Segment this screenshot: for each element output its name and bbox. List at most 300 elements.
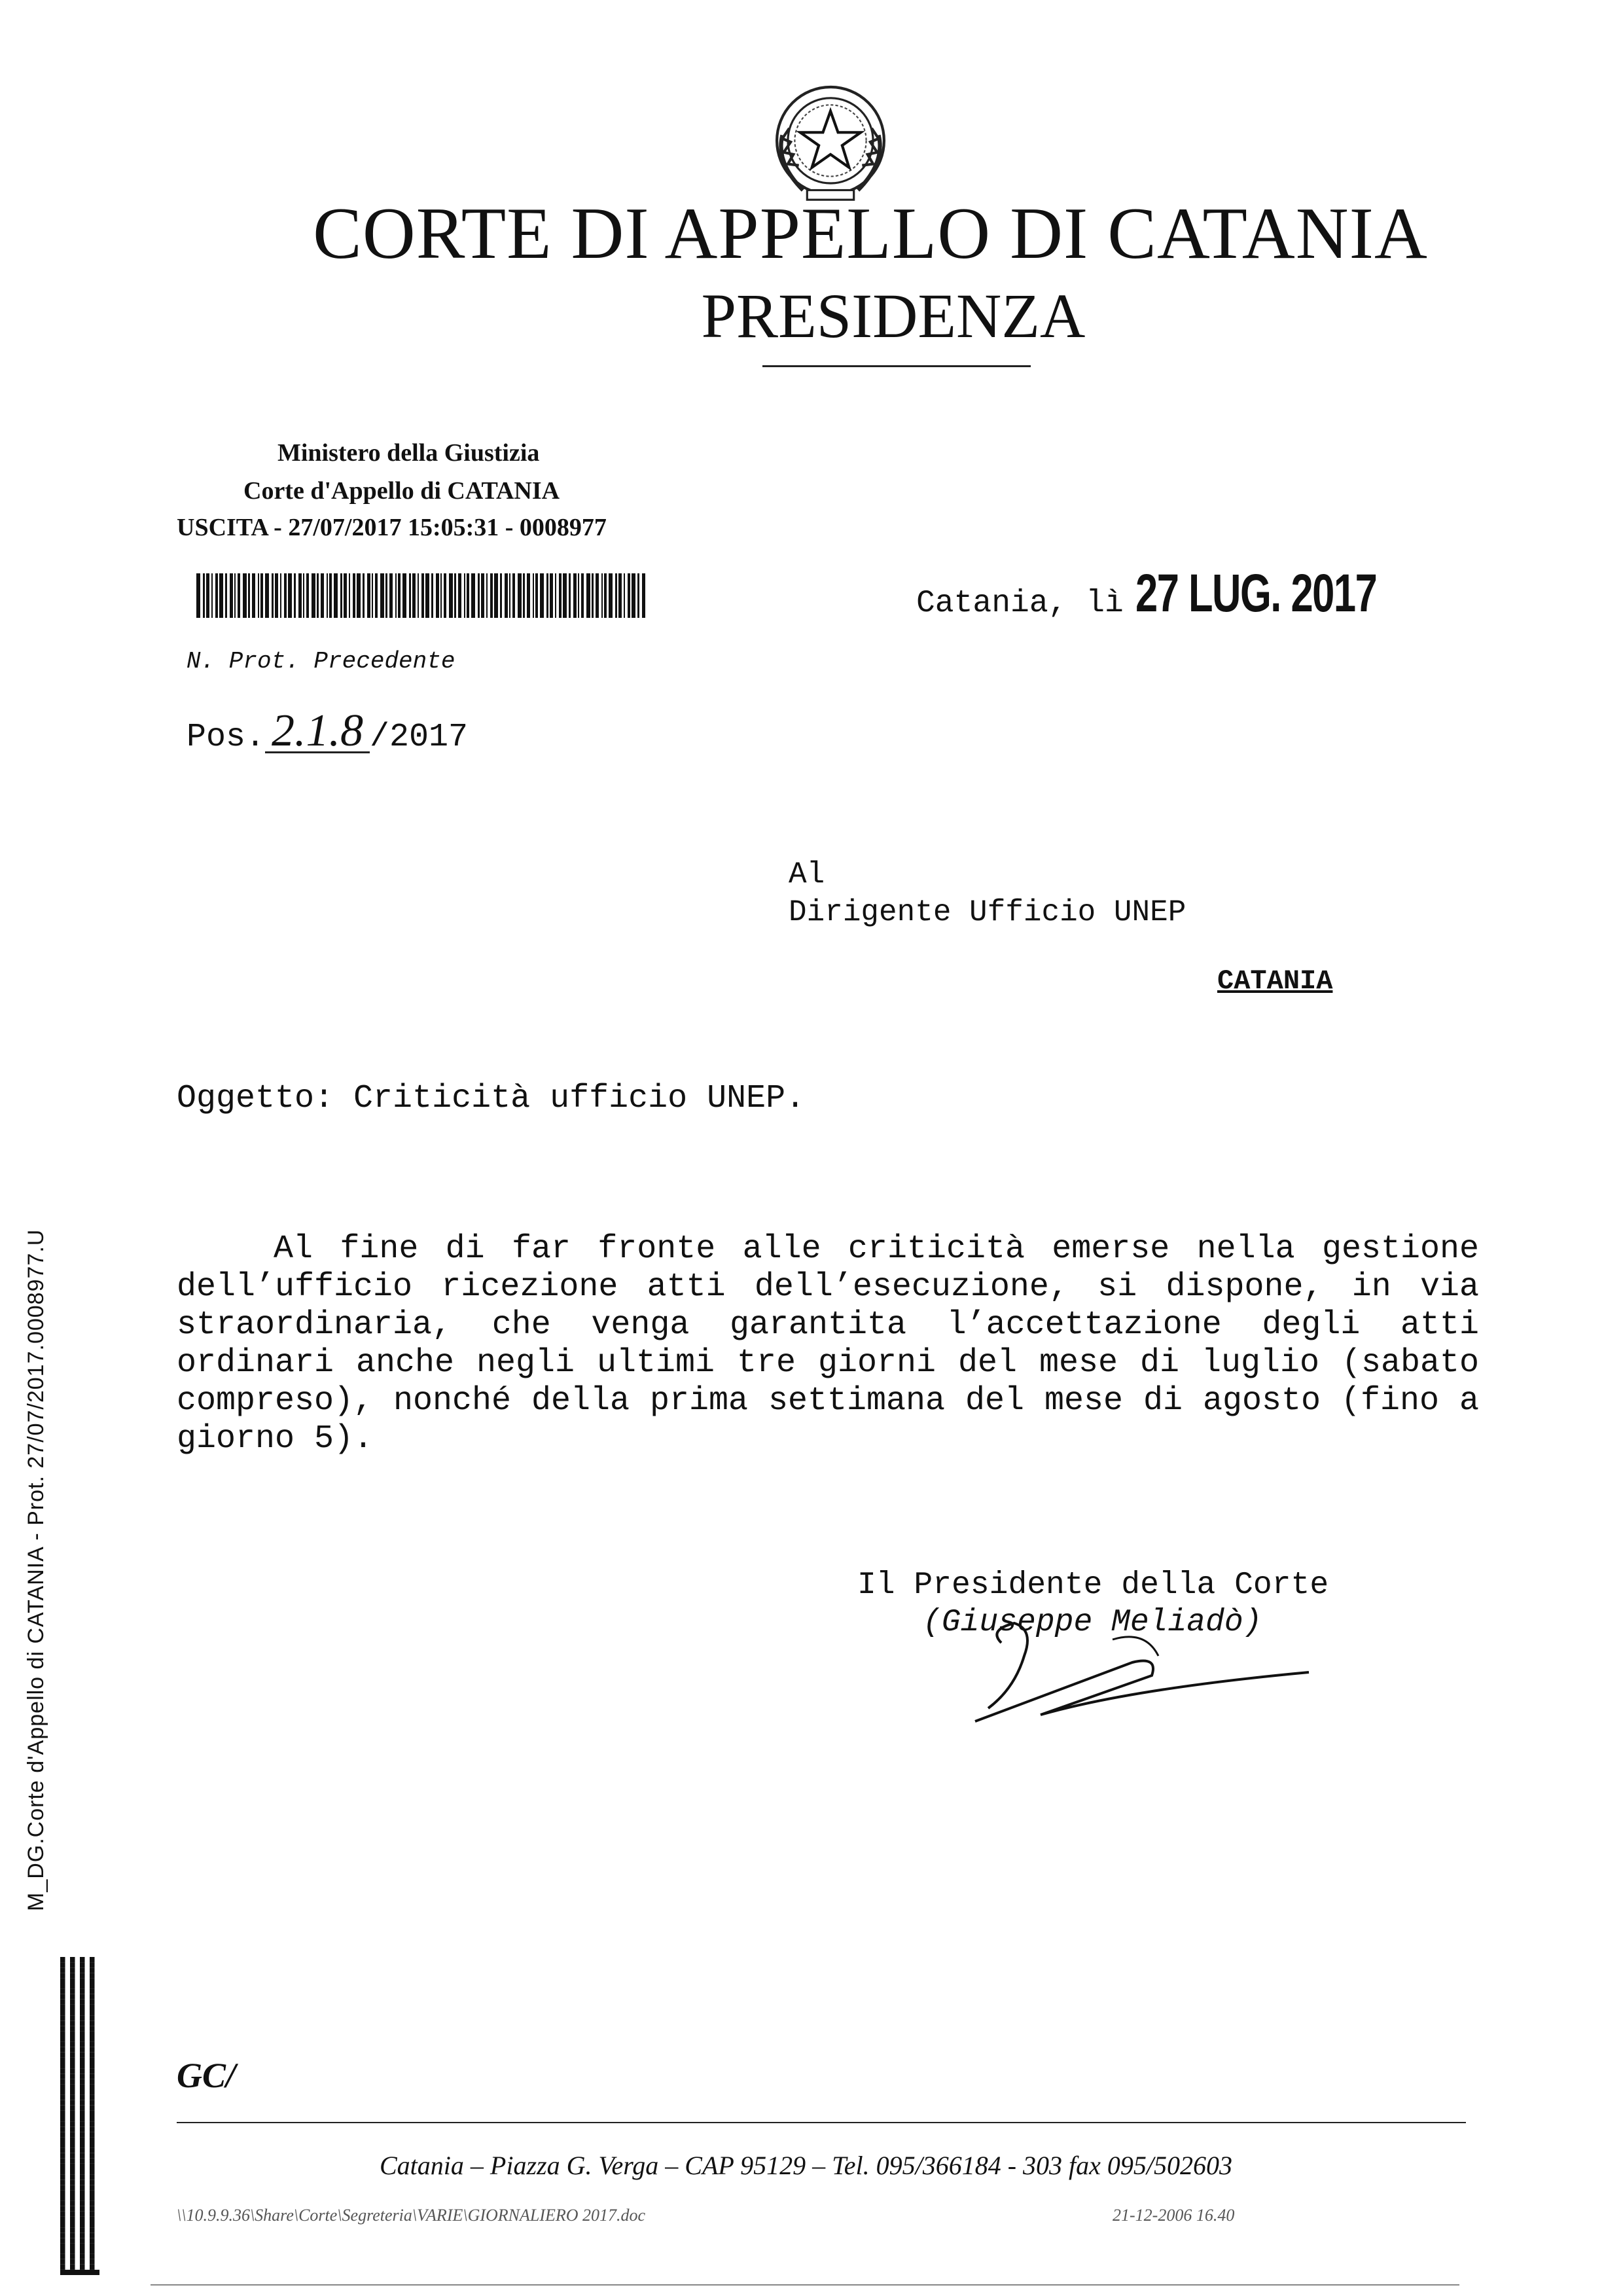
datamatrix-cell bbox=[70, 2095, 75, 2100]
datamatrix-cell bbox=[70, 2185, 75, 2190]
datamatrix-cell bbox=[90, 2005, 95, 2010]
datamatrix-cell bbox=[80, 2179, 85, 2185]
datamatrix-cell bbox=[60, 2169, 65, 2174]
barcode-bar bbox=[454, 573, 456, 618]
barcode-bar bbox=[196, 573, 200, 618]
datamatrix-cell bbox=[70, 2020, 75, 2026]
datamatrix-cell bbox=[90, 2233, 95, 2238]
datamatrix-cell bbox=[90, 2249, 95, 2254]
datamatrix-cell bbox=[90, 1973, 95, 1978]
barcode-bar bbox=[467, 573, 469, 618]
datamatrix-cell bbox=[60, 2126, 65, 2132]
datamatrix-cell bbox=[90, 2079, 95, 2084]
barcode-bar bbox=[523, 573, 525, 618]
datamatrix-cell bbox=[70, 2015, 75, 2020]
barcode-bar bbox=[505, 573, 508, 618]
datamatrix-cell bbox=[70, 2174, 75, 2179]
barcode-bar bbox=[349, 573, 350, 618]
barcode-bar bbox=[375, 573, 378, 618]
datamatrix-cell bbox=[60, 2164, 65, 2169]
datamatrix-cell bbox=[70, 1978, 75, 1983]
barcode-bar bbox=[628, 573, 630, 618]
barcode-bar bbox=[481, 573, 484, 618]
recipient-city: CATANIA bbox=[1217, 965, 1333, 997]
barcode-bar bbox=[321, 573, 324, 618]
datamatrix-cell bbox=[80, 2132, 85, 2137]
position-prefix: Pos. bbox=[187, 719, 266, 756]
datamatrix-cell bbox=[70, 2116, 75, 2121]
datamatrix-cell bbox=[60, 2254, 65, 2259]
datamatrix-cell bbox=[70, 2190, 75, 2195]
datamatrix-cell bbox=[70, 2010, 75, 2015]
datamatrix-cell bbox=[90, 2126, 95, 2132]
datamatrix-cell bbox=[80, 2095, 85, 2100]
barcode-bar bbox=[219, 573, 223, 618]
barcode-bar bbox=[211, 573, 213, 618]
barcode-bar bbox=[340, 573, 342, 618]
handwritten-signature bbox=[962, 1617, 1329, 1748]
datamatrix-cell bbox=[70, 2212, 75, 2217]
datamatrix-cell bbox=[70, 1962, 75, 1967]
datamatrix-cell bbox=[70, 2201, 75, 2206]
datamatrix-cell bbox=[70, 2132, 75, 2137]
datamatrix-cell bbox=[80, 2238, 85, 2243]
datamatrix-cell bbox=[60, 2000, 65, 2005]
datamatrix-cell bbox=[80, 2217, 85, 2222]
datamatrix-cell bbox=[80, 2265, 85, 2270]
datamatrix-cell bbox=[70, 2206, 75, 2212]
datamatrix-cell bbox=[90, 2116, 95, 2121]
datamatrix-cell bbox=[80, 1994, 85, 2000]
barcode-bar bbox=[238, 573, 240, 618]
datamatrix-cell bbox=[80, 2227, 85, 2233]
letter-body bbox=[177, 1230, 1479, 1458]
barcode-bar bbox=[642, 573, 645, 618]
barcode-bar bbox=[512, 573, 515, 618]
datamatrix-cell bbox=[90, 2020, 95, 2026]
datamatrix-cell bbox=[70, 2259, 75, 2265]
barcode-bar bbox=[478, 573, 480, 618]
datamatrix-cell bbox=[60, 2243, 65, 2248]
datamatrix-cell bbox=[80, 2148, 85, 2153]
datamatrix-cell bbox=[80, 2190, 85, 2195]
italian-republic-emblem-icon bbox=[762, 73, 899, 211]
datamatrix-cell bbox=[70, 2126, 75, 2132]
barcode-bar bbox=[252, 573, 255, 618]
datamatrix-cell bbox=[90, 2169, 95, 2174]
datamatrix-cell bbox=[80, 2164, 85, 2169]
datamatrix-cell bbox=[90, 2222, 95, 2227]
barcode-bar bbox=[409, 573, 411, 618]
datamatrix-cell bbox=[90, 2121, 95, 2126]
datamatrix-cell bbox=[70, 1984, 75, 1989]
barcode-bar bbox=[317, 573, 319, 618]
datamatrix-cell bbox=[70, 2084, 75, 2089]
footer-file-stamp: 21-12-2006 16.40 bbox=[1113, 2206, 1235, 2225]
datamatrix-cell bbox=[90, 2037, 95, 2042]
datamatrix-cell bbox=[90, 2031, 95, 2036]
datamatrix-cell bbox=[60, 2084, 65, 2089]
datamatrix-cell bbox=[90, 2084, 95, 2089]
datamatrix-cell bbox=[80, 2063, 85, 2068]
datamatrix-cell bbox=[70, 2179, 75, 2185]
protocol-margin-text: M_DG.Corte d'Appello di CATANIA - Prot. 27/07/2017.0008977.U bbox=[24, 1229, 48, 1911]
datamatrix-cell bbox=[60, 1962, 65, 1967]
barcode-bar bbox=[592, 573, 594, 618]
barcode-bar bbox=[449, 573, 453, 618]
barcode-bar bbox=[367, 573, 370, 618]
datamatrix-cell bbox=[60, 2111, 65, 2116]
datamatrix-cell bbox=[70, 2058, 75, 2063]
barcode-bar bbox=[327, 573, 328, 618]
datamatrix-cell bbox=[80, 2079, 85, 2084]
court-title: CORTE DI APPELLO DI CATANIA bbox=[313, 193, 1428, 274]
datamatrix-cell bbox=[60, 2116, 65, 2121]
datamatrix-cell bbox=[60, 2100, 65, 2106]
barcode-bar bbox=[609, 573, 613, 618]
datamatrix-cell bbox=[70, 2031, 75, 2036]
barcode-bar bbox=[581, 573, 584, 618]
datamatrix-cell bbox=[70, 2037, 75, 2042]
datamatrix-cell bbox=[90, 1978, 95, 1983]
barcode-bar bbox=[632, 573, 635, 618]
position-suffix: /2017 bbox=[370, 719, 469, 756]
barcode-bar bbox=[260, 573, 263, 618]
datamatrix-cell bbox=[60, 2132, 65, 2137]
barcode-bar bbox=[288, 573, 292, 618]
datamatrix-cell bbox=[60, 2174, 65, 2179]
datamatrix-cell bbox=[90, 1967, 95, 1973]
barcode-bar bbox=[329, 573, 332, 618]
barcode-bar bbox=[344, 573, 347, 618]
body-paragraph: Al fine di far fronte alle criticità emerse nella gestione dell’ufficio ricezione atti dell’esecuzione, si dispone, in via straordinaria, che venga garantita l’accettazione degli atti ordinari anche negli ultimi tre giorni del mese di luglio (sabato compreso), nonché della prima settimana del mese di agosto (fino a giorno 5). bbox=[177, 1230, 1479, 1458]
datamatrix-cell bbox=[75, 2270, 80, 2275]
barcode-bar bbox=[494, 573, 498, 618]
datamatrix-cell bbox=[60, 2270, 65, 2275]
signatory-role: Il Presidente della Corte bbox=[857, 1568, 1329, 1603]
datamatrix-cell bbox=[70, 2026, 75, 2031]
datamatrix-cell bbox=[60, 2265, 65, 2270]
datamatrix-cell bbox=[70, 2265, 75, 2270]
datamatrix-cell bbox=[80, 2137, 85, 2142]
barcode-bar bbox=[440, 573, 442, 618]
datamatrix-cell bbox=[70, 1973, 75, 1978]
datamatrix-cell bbox=[70, 2254, 75, 2259]
datamatrix-cell bbox=[70, 2148, 75, 2153]
datamatrix-cell bbox=[60, 2063, 65, 2068]
barcode-bar bbox=[225, 573, 227, 618]
datamatrix-cell bbox=[80, 2073, 85, 2079]
datamatrix-cell bbox=[90, 2137, 95, 2142]
barcode-bar bbox=[555, 573, 556, 618]
datamatrix-cell bbox=[60, 2047, 65, 2053]
barcode-bar bbox=[486, 573, 488, 618]
datamatrix-cell bbox=[90, 2010, 95, 2015]
barcode-bar bbox=[357, 573, 361, 618]
barcode-bar bbox=[615, 573, 617, 618]
datamatrix-cell bbox=[70, 2079, 75, 2084]
datamatrix-cell bbox=[60, 2005, 65, 2010]
subject-line: Oggetto: Criticità ufficio UNEP. bbox=[177, 1080, 806, 1117]
datamatrix-cell bbox=[60, 2090, 65, 2095]
datamatrix-cell bbox=[80, 1984, 85, 1989]
datamatrix-cell bbox=[90, 2095, 95, 2100]
position-number-handwritten: 2.1.8 bbox=[265, 710, 370, 753]
datamatrix-cell bbox=[90, 2015, 95, 2020]
barcode-bar bbox=[312, 573, 315, 618]
datamatrix-cell bbox=[60, 2015, 65, 2020]
barcode-bar bbox=[596, 573, 599, 618]
barcode-bar bbox=[363, 573, 365, 618]
datamatrix-cell bbox=[80, 2042, 85, 2047]
place-date bbox=[916, 563, 1457, 624]
barcode-bar bbox=[431, 573, 433, 618]
footer-address: Catania – Piazza G. Verga – CAP 95129 – Tel. 095/366184 - 303 fax 095/502603 bbox=[380, 2151, 1232, 2180]
datamatrix-cell bbox=[70, 2238, 75, 2243]
footer-file-path: \\10.9.9.36\Share\Corte\Segreteria\VARIE\GIORNALIERO 2017.doc bbox=[177, 2206, 646, 2225]
datamatrix-cell bbox=[90, 2201, 95, 2206]
datamatrix-cell bbox=[70, 2222, 75, 2227]
barcode-bar bbox=[490, 573, 493, 618]
datamatrix-cell bbox=[90, 2053, 95, 2058]
datamatrix-cell bbox=[90, 1984, 95, 1989]
datamatrix-cell bbox=[60, 2159, 65, 2164]
barcode-bar bbox=[412, 573, 416, 618]
datamatrix-cell bbox=[60, 2037, 65, 2042]
barcode-bar bbox=[275, 573, 278, 618]
datamatrix-cell bbox=[90, 2185, 95, 2190]
datamatrix-cell bbox=[60, 2068, 65, 2073]
datamatrix-cell bbox=[90, 2132, 95, 2137]
barcode-bar bbox=[637, 573, 639, 618]
datamatrix-cell bbox=[70, 2217, 75, 2222]
datamatrix-cell bbox=[70, 2047, 75, 2053]
datamatrix-cell bbox=[90, 2063, 95, 2068]
datamatrix-cell bbox=[90, 2100, 95, 2106]
datamatrix-cell bbox=[90, 2073, 95, 2079]
datamatrix-cell bbox=[60, 2206, 65, 2212]
barcode-bar bbox=[458, 573, 461, 618]
page-bottom-rule bbox=[151, 2284, 1459, 2286]
title-divider bbox=[762, 365, 1031, 367]
datamatrix-cell bbox=[70, 2068, 75, 2073]
author-initials: GC/ bbox=[177, 2056, 236, 2095]
datamatrix-cell bbox=[90, 2153, 95, 2159]
datamatrix-cell bbox=[70, 2169, 75, 2174]
datamatrix-cell bbox=[90, 2190, 95, 2195]
barcode-bar bbox=[372, 573, 373, 618]
datamatrix-cell bbox=[60, 2153, 65, 2159]
barcode-bar bbox=[389, 573, 393, 618]
datamatrix-cell bbox=[60, 1967, 65, 1973]
datamatrix-cell bbox=[60, 2227, 65, 2233]
datamatrix-cell bbox=[60, 2249, 65, 2254]
court-subtitle: PRESIDENZA bbox=[701, 281, 1086, 351]
barcode-bar bbox=[206, 573, 209, 618]
datamatrix-cell bbox=[90, 2164, 95, 2169]
datamatrix-cell bbox=[70, 1967, 75, 1973]
place-date-label: Catania, lì bbox=[916, 586, 1124, 621]
datamatrix-cell bbox=[80, 1989, 85, 1994]
barcode-bar bbox=[559, 573, 562, 618]
datamatrix-cell bbox=[80, 2010, 85, 2015]
datamatrix-cell bbox=[70, 1994, 75, 2000]
datamatrix-cell bbox=[80, 2233, 85, 2238]
datamatrix-cell bbox=[70, 2100, 75, 2106]
barcode-bar bbox=[527, 573, 530, 618]
datamatrix-cell bbox=[80, 2196, 85, 2201]
datamatrix-cell bbox=[70, 2164, 75, 2169]
datamatrix-cell bbox=[70, 2073, 75, 2079]
barcode-bar bbox=[272, 573, 274, 618]
datamatrix-cell bbox=[80, 2143, 85, 2148]
barcode-bar bbox=[248, 573, 250, 618]
datamatrix-cell bbox=[60, 2238, 65, 2243]
datamatrix-cell bbox=[80, 1973, 85, 1978]
datamatrix-cell bbox=[90, 1962, 95, 1967]
barcode-bar bbox=[550, 573, 553, 618]
barcode-bar bbox=[601, 573, 603, 618]
datamatrix-cell bbox=[80, 1978, 85, 1983]
datamatrix-cell bbox=[80, 2090, 85, 2095]
datamatrix-cell bbox=[60, 1978, 65, 1983]
datamatrix-cell bbox=[80, 2026, 85, 2031]
datamatrix-cell bbox=[60, 2201, 65, 2206]
datamatrix-cell bbox=[90, 2174, 95, 2179]
datamatrix-cell bbox=[90, 2217, 95, 2222]
datamatrix-cell bbox=[70, 1957, 75, 1962]
datamatrix-cell bbox=[60, 1973, 65, 1978]
datamatrix-cell bbox=[60, 2148, 65, 2153]
datamatrix-cell bbox=[70, 2090, 75, 2095]
datamatrix-cell bbox=[80, 2053, 85, 2058]
barcode-bar bbox=[230, 573, 233, 618]
datamatrix-cell bbox=[70, 2106, 75, 2111]
barcode-bar bbox=[518, 573, 522, 618]
barcode-bar bbox=[509, 573, 510, 618]
datamatrix-cell bbox=[80, 2111, 85, 2116]
datamatrix-cell bbox=[80, 2058, 85, 2063]
stamp-protocol-number: USCITA - 27/07/2017 15:05:31 - 0008977 bbox=[177, 514, 607, 541]
datamatrix-cell bbox=[90, 2090, 95, 2095]
datamatrix-cell bbox=[85, 2270, 90, 2275]
barcode-bar bbox=[618, 573, 622, 618]
datamatrix-cell bbox=[60, 2095, 65, 2100]
barcode-bar bbox=[243, 573, 247, 618]
datamatrix-cell bbox=[90, 2212, 95, 2217]
barcode-bar bbox=[573, 573, 577, 618]
barcode-bar bbox=[395, 573, 397, 618]
datamatrix-cell bbox=[80, 1967, 85, 1973]
datamatrix-cell bbox=[70, 2233, 75, 2238]
datamatrix-cell bbox=[90, 2111, 95, 2116]
datamatrix-cell bbox=[90, 2259, 95, 2265]
datamatrix-cell bbox=[60, 2179, 65, 2185]
datamatrix-cell bbox=[60, 2222, 65, 2227]
datamatrix-cell bbox=[70, 2270, 75, 2275]
barcode-bar bbox=[500, 573, 502, 618]
datamatrix-cell bbox=[80, 2201, 85, 2206]
datamatrix-cell bbox=[60, 2010, 65, 2015]
barcode-bar bbox=[604, 573, 607, 618]
datamatrix-cell bbox=[70, 2153, 75, 2159]
datamatrix-cell bbox=[60, 2259, 65, 2265]
datamatrix-cell bbox=[90, 2000, 95, 2005]
datamatrix-cell bbox=[80, 2249, 85, 2254]
datamatrix-cell bbox=[90, 2227, 95, 2233]
datamatrix-cell bbox=[90, 2238, 95, 2243]
datamatrix-cell bbox=[80, 2005, 85, 2010]
signatory-name: (Giuseppe Meliadò) bbox=[923, 1605, 1262, 1640]
barcode-bar bbox=[425, 573, 429, 618]
datamatrix-cell bbox=[70, 2227, 75, 2233]
datamatrix-cell bbox=[60, 2106, 65, 2111]
barcode-bar bbox=[203, 573, 205, 618]
datamatrix-cell bbox=[80, 2037, 85, 2042]
barcode-bar bbox=[578, 573, 579, 618]
datamatrix-cell bbox=[60, 2121, 65, 2126]
barcode-bar bbox=[540, 573, 544, 618]
previous-protocol-label: N. Prot. Precedente bbox=[187, 648, 455, 675]
barcode-bar bbox=[258, 573, 259, 618]
barcode-bar bbox=[303, 573, 304, 618]
barcode-bar bbox=[280, 573, 281, 618]
barcode-bar bbox=[284, 573, 287, 618]
datamatrix-cell bbox=[80, 2259, 85, 2265]
barcode-bar bbox=[402, 573, 406, 618]
datamatrix-cell bbox=[90, 2068, 95, 2073]
datamatrix-cell bbox=[60, 2042, 65, 2047]
datamatrix-code bbox=[60, 1957, 99, 2276]
barcode-bar bbox=[624, 573, 625, 618]
datamatrix-cell bbox=[80, 2000, 85, 2005]
footer-divider bbox=[177, 2122, 1466, 2123]
stamp-ministry: Ministero della Giustizia bbox=[277, 439, 540, 467]
datamatrix-cell bbox=[70, 2249, 75, 2254]
barcode-bar bbox=[421, 573, 424, 618]
datamatrix-cell bbox=[70, 2111, 75, 2116]
barcode-bar bbox=[306, 573, 309, 618]
datamatrix-cell bbox=[90, 1994, 95, 2000]
datamatrix-cell bbox=[80, 2243, 85, 2248]
datamatrix-cell bbox=[70, 2159, 75, 2164]
barcode-bar bbox=[298, 573, 302, 618]
datamatrix-cell bbox=[80, 2174, 85, 2179]
datamatrix-cell bbox=[80, 2068, 85, 2073]
barcode-bar bbox=[464, 573, 465, 618]
datamatrix-cell bbox=[60, 2079, 65, 2084]
datamatrix-cell bbox=[80, 2222, 85, 2227]
datamatrix-cell bbox=[80, 2121, 85, 2126]
datamatrix-cell bbox=[60, 1984, 65, 1989]
datamatrix-cell bbox=[60, 1989, 65, 1994]
barcode-bar bbox=[535, 573, 538, 618]
datamatrix-cell bbox=[60, 2026, 65, 2031]
datamatrix-cell bbox=[90, 2243, 95, 2248]
datamatrix-cell bbox=[70, 2196, 75, 2201]
datamatrix-cell bbox=[70, 2053, 75, 2058]
recipient-name: Dirigente Ufficio UNEP bbox=[789, 895, 1186, 929]
handwritten-date: 27 LUG. 2017 bbox=[1135, 564, 1377, 623]
datamatrix-cell bbox=[80, 2126, 85, 2132]
datamatrix-cell bbox=[80, 1962, 85, 1967]
datamatrix-cell bbox=[90, 2270, 95, 2275]
datamatrix-cell bbox=[90, 2058, 95, 2063]
datamatrix-cell bbox=[80, 1957, 85, 1962]
datamatrix-cell bbox=[70, 2243, 75, 2248]
datamatrix-cell bbox=[90, 2179, 95, 2185]
datamatrix-cell bbox=[80, 2106, 85, 2111]
